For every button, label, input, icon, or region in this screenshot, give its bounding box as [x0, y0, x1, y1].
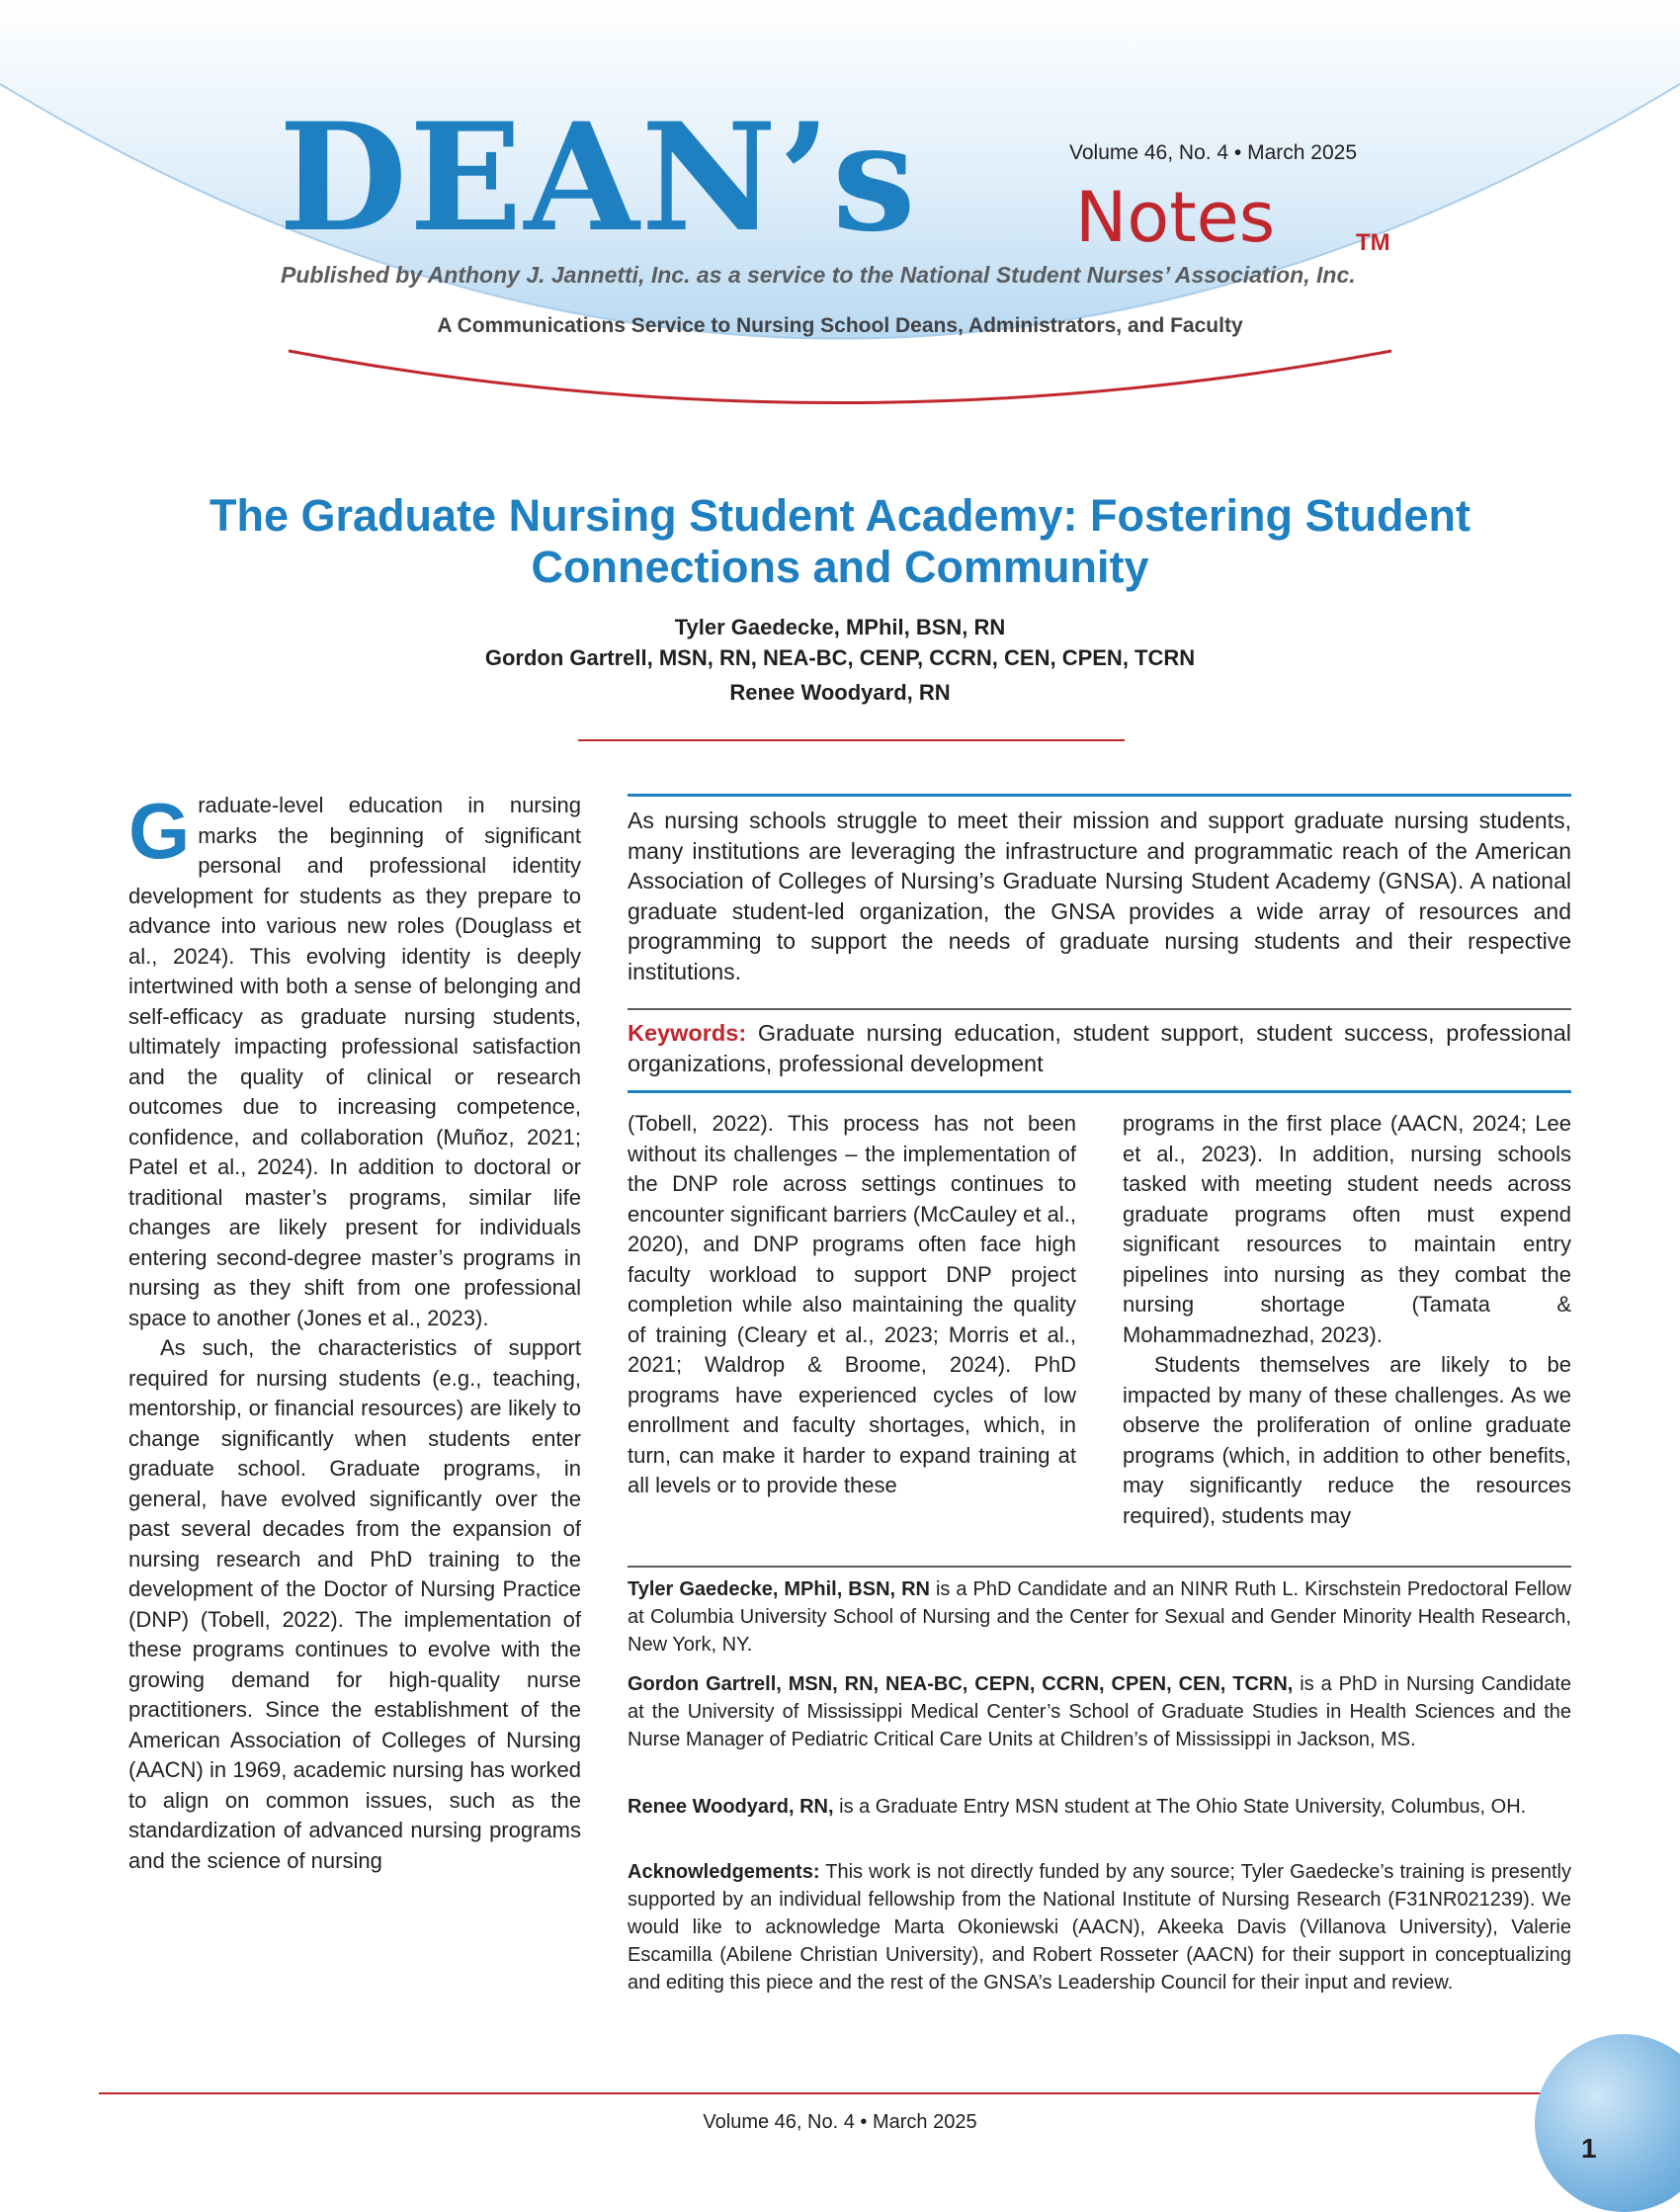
intro-column — [128, 787, 581, 1876]
bio-name: Tyler Gaedecke, MPhil, BSN, RN — [628, 1578, 930, 1600]
masthead-tagline: A Communications Service to Nursing School Deans, Administrators, and Faculty — [437, 314, 1243, 337]
keywords-label: Keywords: — [628, 1020, 747, 1046]
title-line-2: Connections and Community — [531, 542, 1149, 592]
author-bio — [628, 1575, 1571, 1659]
keywords — [628, 1018, 1571, 1079]
title-divider — [578, 739, 1125, 741]
bio-name: Renee Woodyard, RN, — [628, 1796, 834, 1818]
trademark-mark: TM — [1356, 229, 1390, 256]
keywords-text: Graduate nursing education, student support, student success, professional organizations, professional development — [628, 1020, 1571, 1076]
intro-paragraph: As such, the characteristics of support required for nursing students (e.g., teaching, mentorship, or financial resources) are likely to change significantly when students enter graduate school. Graduate programs, in general, have evolved significantly over the past several decades from the expansion of nursing research and PhD training to the development of the Doctor of Nursing Practice (DNP) (Tobell, 2022). The implementation of these programs continues to evolve with the growing demand for high-quality nurse practitioners. Since the establishment of the American Association of Colleges of Nursing (AACN) in 1969, academic nursing has worked to align on common issues, such as the standardization of advanced nursing programs and the science of nursing — [128, 1335, 581, 1873]
page-number: 1 — [1581, 2133, 1597, 2164]
article-title — [99, 490, 1581, 593]
bio-divider — [628, 1566, 1571, 1568]
intro-paragraph: raduate-level education in nursing marks the beginning of significant personal and professional identity development for students as they prepare to advance into various new roles (Douglass et al., 2024). This evolving identity is deeply intertwined with both a sense of belonging and self-efficacy as graduate nursing students, ultimately impacting professional satisfaction and the quality of clinical or research outcomes due to increasing competence, confidence, and collaboration (Muñoz, 2021; Patel et al., 2024). In addition to doctoral or traditional master’s programs, similar life changes are likely present for individuals entering second-degree master’s programs in nursing as they shift from one professional space to another (Jones et al., 2023). — [128, 793, 581, 1330]
abstract-top-rule — [628, 794, 1571, 797]
body-column-middle — [628, 1109, 1076, 1501]
author-line: Tyler Gaedecke, MPhil, BSN, RN — [674, 615, 1006, 639]
acknowledgements-label: Acknowledgements: — [628, 1861, 820, 1883]
drop-cap: G — [128, 787, 191, 875]
body-column-right — [1123, 1109, 1571, 1531]
acknowledgements — [628, 1858, 1571, 1997]
keywords-bottom-rule — [628, 1090, 1571, 1093]
bio-text: is a Graduate Entry MSN student at The Ohio State University, Columbus, OH. — [833, 1796, 1527, 1818]
author-bio — [628, 1793, 1571, 1821]
author-line: Gordon Gartrell, MSN, RN, NEA-BC, CENP, CCRN, CEN, CPEN, TCRN — [484, 645, 1196, 670]
bio-name: Gordon Gartrell, MSN, RN, NEA-BC, CEPN, CCRN, CPEN, CEN, TCRN, — [628, 1673, 1294, 1695]
bio-text: is a PhD in Nursing Candidate at the University of Mississippi Medical Center’s School of Graduate Studies in Health Sciences and the Nurse Manager of Pediatric Critical Care Units at Children’s of Mississippi in Jackson, MS. — [628, 1673, 1571, 1750]
footer-rule — [99, 2092, 1552, 2094]
page-number-badge — [1535, 2034, 1680, 2212]
publisher-line: Published by Anthony J. Jannetti, Inc. as a service to the National Student Nurses’ Association, Inc. — [281, 262, 1356, 288]
masthead-dean-logo: DEAN’s — [279, 91, 918, 265]
acknowledgements-text: This work is not directly funded by any source; Tyler Gaedecke’s training is presently supported by an individual fellowship from the National Institute of Nursing Research (F31NR021239). We would like to acknowledge Marta Okoniewski (AACN), Akeeka Davis (Villanova University), Valerie Escamilla (Abilene Christian University), and Robert Rosseter (AACN) for their support in conceptualizing and editing this piece and the rest of the GNSA’s Leadership Council for their input and review. — [628, 1861, 1571, 1994]
footer-volume: Volume 46, No. 4 • March 2025 — [703, 2111, 977, 2133]
bio-text: is a PhD Candidate and an NINR Ruth L. Kirschstein Predoctoral Fellow at Columbia University School of Nursing and the Center for Sexual and Gender Minority Health Research, New York, NY. — [628, 1578, 1571, 1656]
body-paragraph: (Tobell, 2022). This process has not been without its challenges – the implementation of the DNP role across settings continues to encounter significant barriers (McCauley et al., 2020), and DNP programs often face high faculty workload to support DNP project completion while also maintaining the quality of training (Cleary et al., 2023; Morris et al., 2021; Waldrop & Broome, 2024). PhD programs have experienced cycles of low enrollment and faculty shortages, which, in turn, can make it harder to expand training at all levels or to provide these — [628, 1111, 1076, 1497]
masthead-volume: Volume 46, No. 4 • March 2025 — [1069, 141, 1358, 164]
body-paragraph: Students themselves are likely to be impacted by many of these challenges. As we observe the proliferation of online graduate programs (which, in addition to other benefits, may significantly reduce the resources required), students may — [1123, 1352, 1571, 1528]
author-bio — [628, 1670, 1571, 1753]
title-line-1: The Graduate Nursing Student Academy: Fostering Student — [210, 490, 1470, 541]
abstract-text: As nursing schools struggle to meet their mission and support graduate nursing students, many institutions are leveraging the infrastructure and programmatic reach of the American Association of Colleges of Nursing’s Graduate Nursing Student Academy (GNSA). A national graduate student-led organization, the GNSA provides a wide array of resources and programming to support the needs of graduate nursing students and their respective institutions. — [628, 808, 1571, 984]
author-line: Renee Woodyard, RN — [729, 680, 951, 705]
body-paragraph: programs in the first place (AACN, 2024; Lee et al., 2023). In addition, nursing schools tasked with meeting student needs across graduate programs often must expend significant resources to maintain entry pipelines into nursing as they combat the nursing shortage (Tamata & Mohammadnezhad, 2023). — [1123, 1111, 1571, 1347]
abstract-divider — [628, 1008, 1571, 1010]
masthead-notes-logo: Notes — [1075, 177, 1276, 258]
